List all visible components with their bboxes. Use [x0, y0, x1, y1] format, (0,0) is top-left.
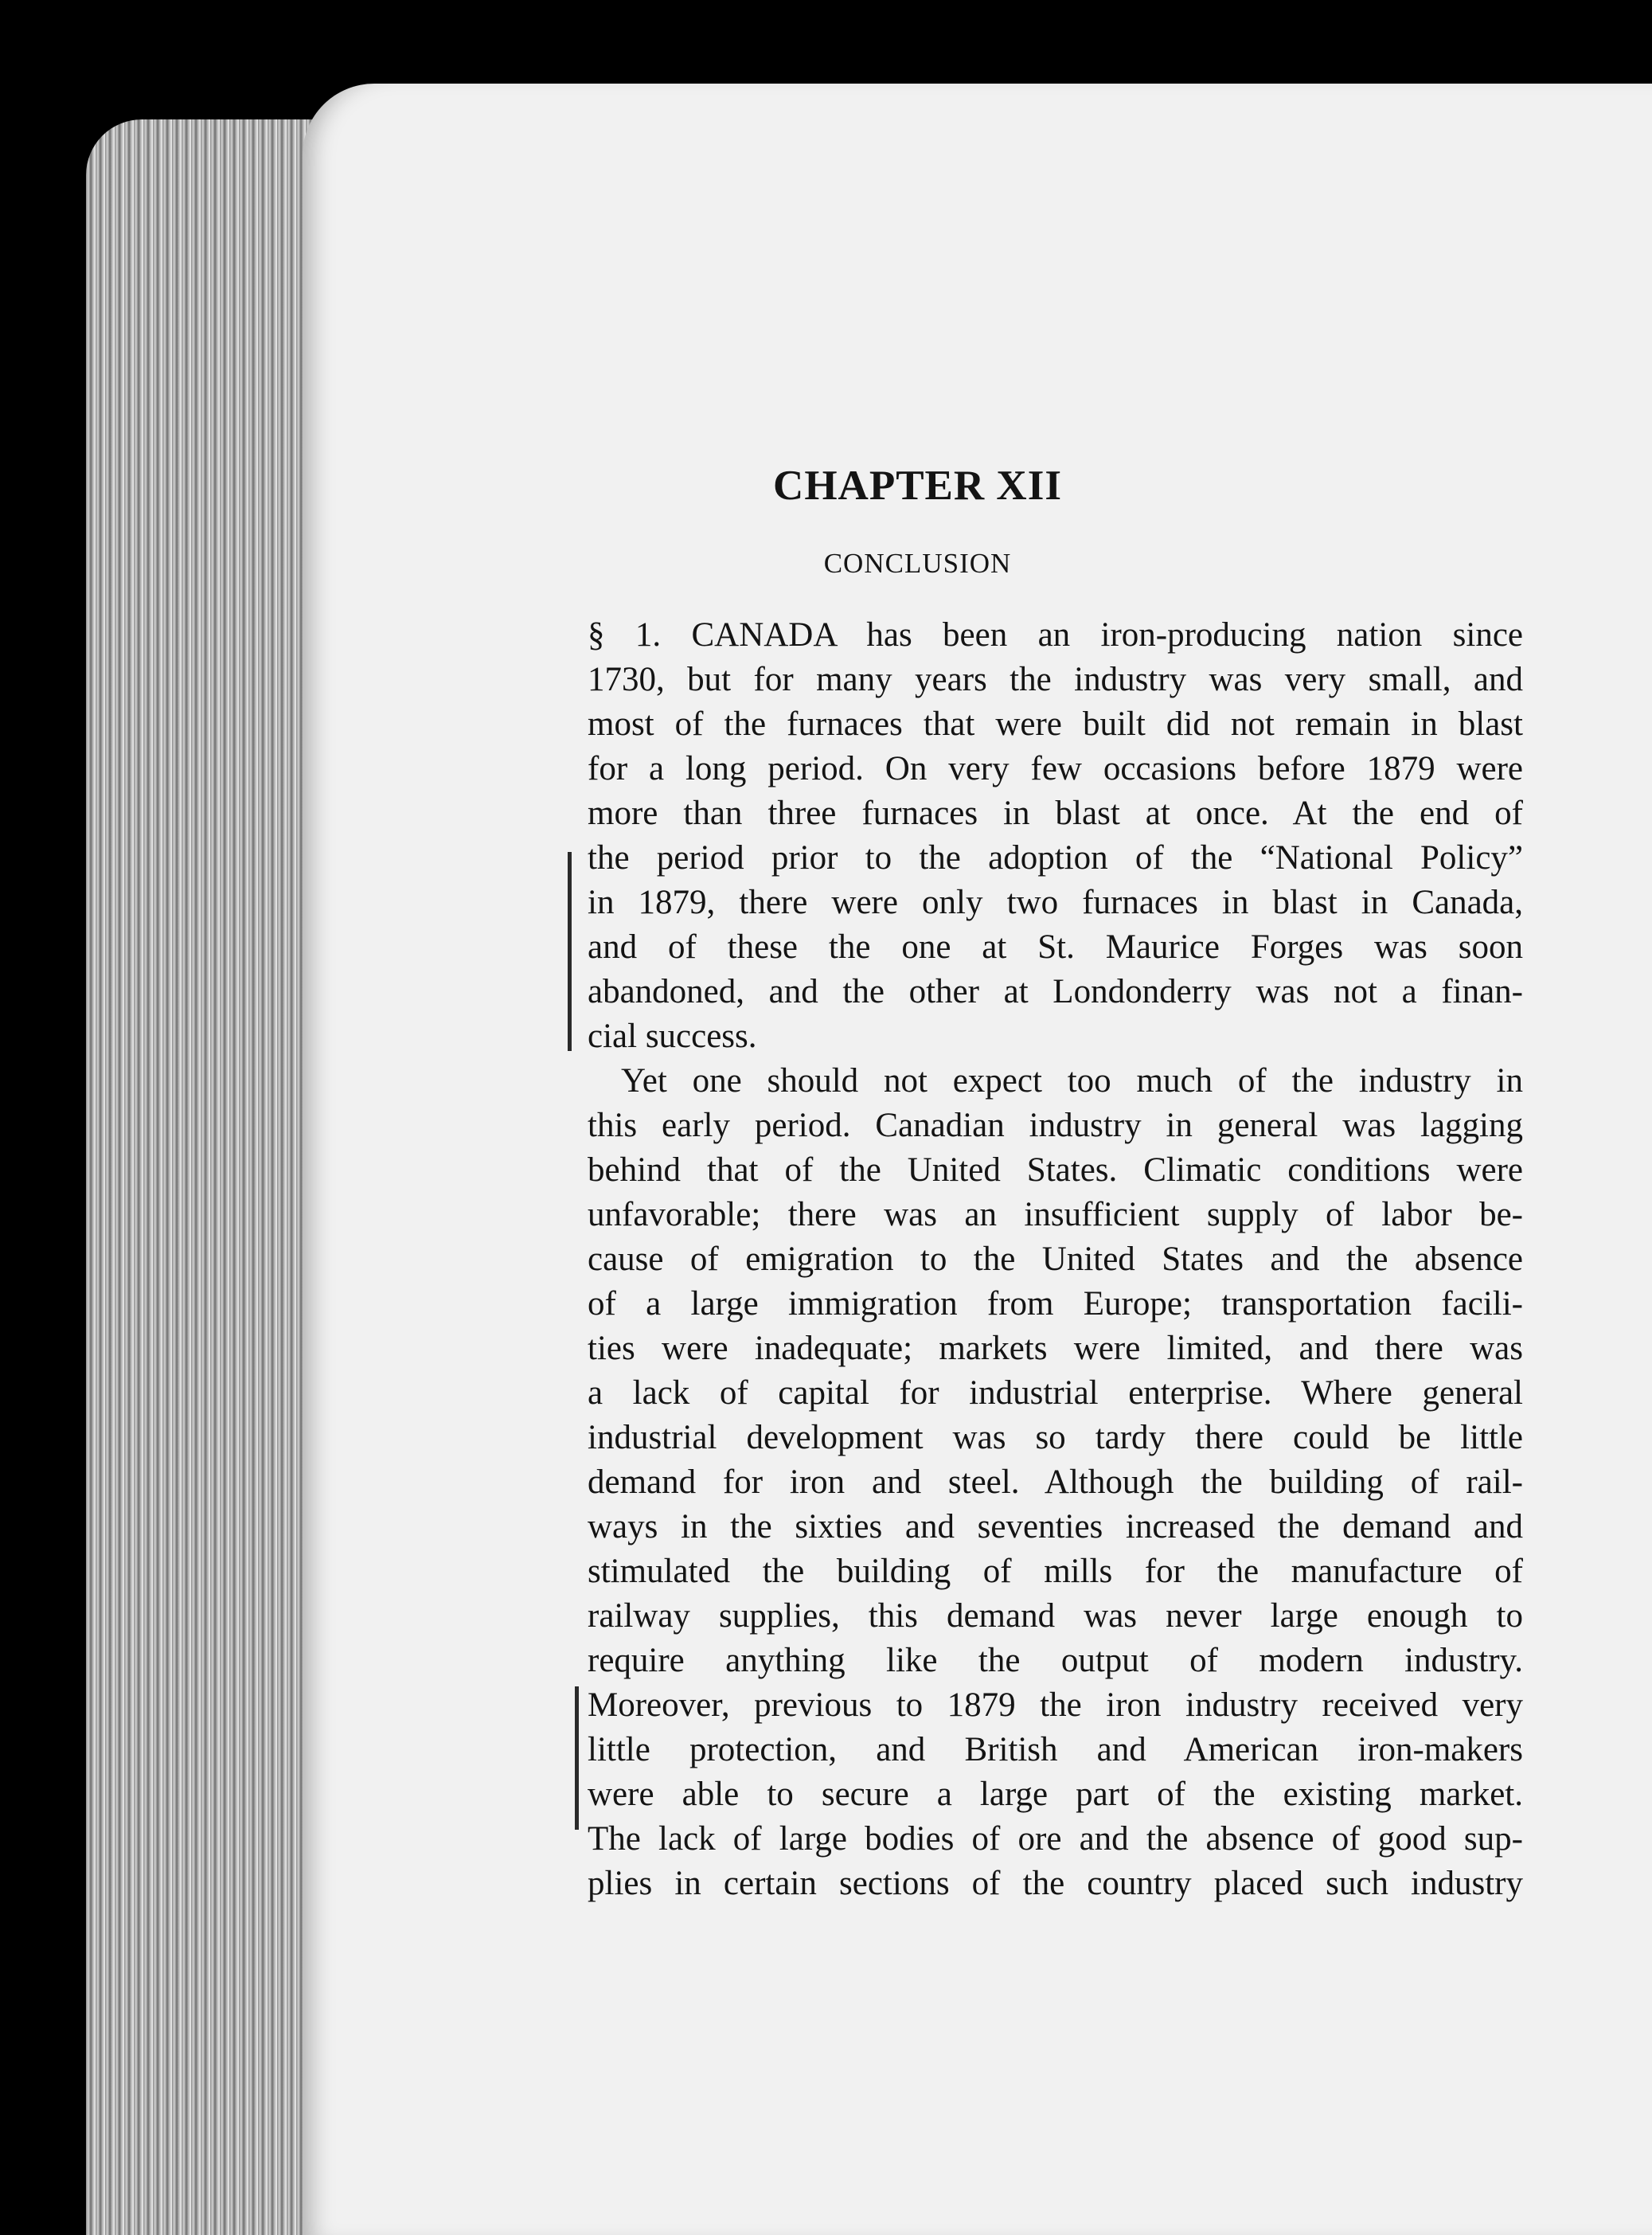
text-line: abandoned, and the other at Londonderry was not a finan-	[588, 973, 1523, 1010]
book-page-edges	[86, 119, 313, 2235]
text-line: require anything like the output of modern industry.	[588, 1642, 1523, 1679]
text-line: a lack of capital for industrial enterprise. Where general	[588, 1374, 1523, 1412]
text-line: most of the furnaces that were built did not remain in blast	[588, 705, 1523, 743]
text-line: cause of emigration to the United States and the absence	[588, 1241, 1523, 1278]
chapter-title: CHAPTER XII	[773, 463, 1062, 509]
margin-mark-upper	[568, 852, 572, 1051]
text-line: industrial development was so tardy there could be little	[588, 1419, 1523, 1456]
text-line: behind that of the United States. Climatic conditions were	[588, 1151, 1523, 1189]
text-line: stimulated the building of mills for the manufacture of	[588, 1553, 1523, 1590]
text-line: of a large immigration from Europe; transportation facili-	[588, 1285, 1523, 1323]
text-line: ways in the sixties and seventies increased the demand and	[588, 1508, 1523, 1545]
text-line: little protection, and British and American iron-makers	[588, 1731, 1523, 1768]
text-line: plies in certain sections of the country placed such industry	[588, 1865, 1523, 1902]
text-line: cial success.	[588, 1018, 757, 1055]
text-line: this early period. Canadian industry in general was lagging	[588, 1107, 1523, 1144]
text-line: § 1. CANADA has been an iron-producing nation since	[588, 616, 1523, 654]
body-text	[588, 613, 1523, 1906]
text-line: were able to secure a large part of the existing market.	[588, 1776, 1523, 1813]
text-line: and of these the one at St. Maurice Forges was soon	[588, 928, 1523, 966]
text-line: Moreover, previous to 1879 the iron industry received very	[588, 1686, 1523, 1724]
text-line: railway supplies, this demand was never large enough to	[588, 1597, 1523, 1635]
chapter-subtitle: CONCLUSION	[823, 548, 1012, 579]
text-line: The lack of large bodies of ore and the absence of good sup-	[588, 1820, 1523, 1858]
text-line: unfavorable; there was an insufficient supply of labor be-	[588, 1196, 1523, 1233]
text-line: ties were inadequate; markets were limited, and there was	[588, 1330, 1523, 1367]
text-line: 1730, but for many years the industry was very small, and	[588, 661, 1523, 698]
text-line: Yet one should not expect too much of the industry in	[621, 1062, 1523, 1100]
text-line: in 1879, there were only two furnaces in blast in Canada,	[588, 884, 1523, 921]
text-line: the period prior to the adoption of the “National Policy”	[588, 839, 1523, 877]
text-line: demand for iron and steel. Although the building of rail-	[588, 1463, 1523, 1501]
text-line: more than three furnaces in blast at once. At the end of	[588, 795, 1523, 832]
margin-mark-lower	[575, 1686, 579, 1830]
text-line: for a long period. On very few occasions before 1879 were	[588, 750, 1523, 787]
